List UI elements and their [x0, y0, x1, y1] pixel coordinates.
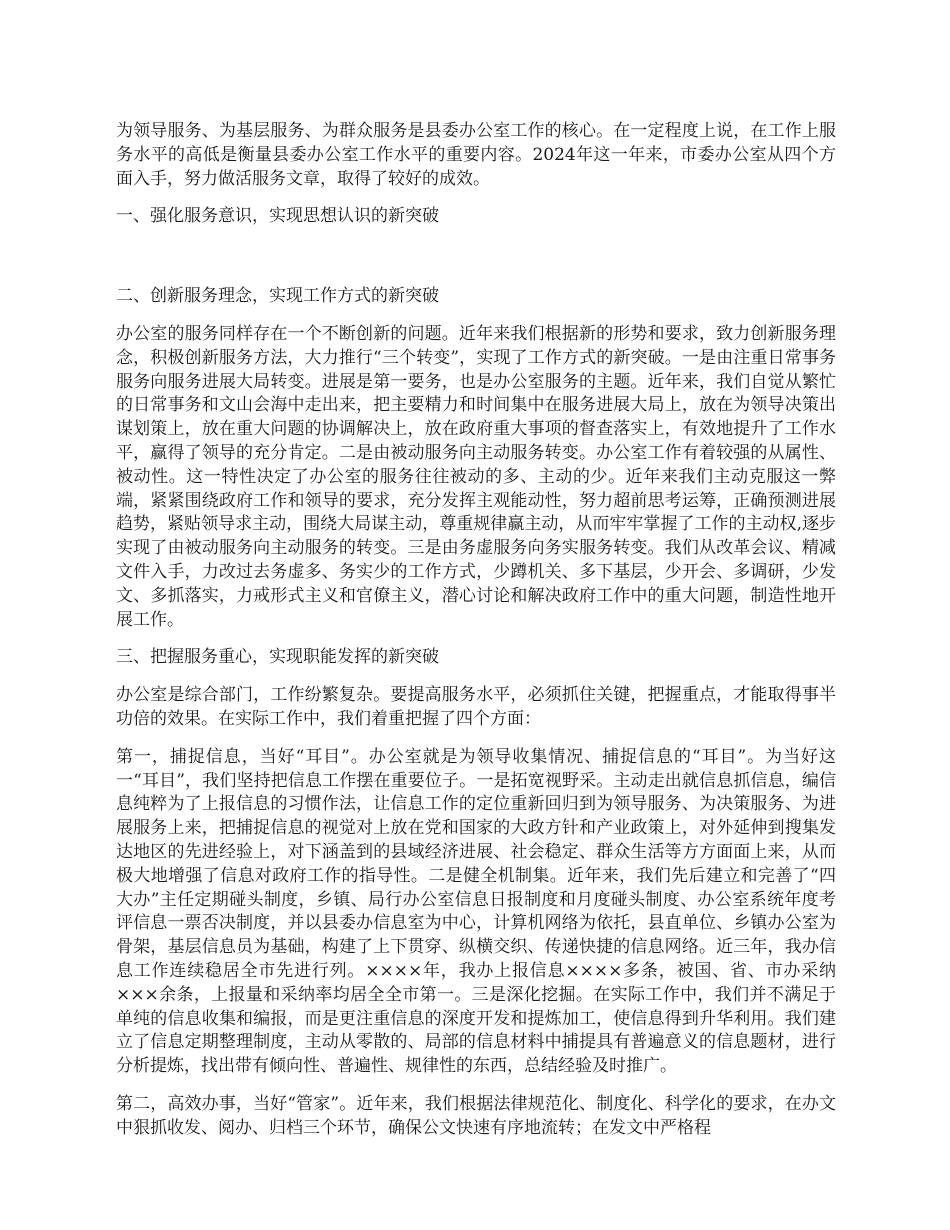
section-heading-2: 二、创新服务理念，实现工作方式的新突破	[116, 286, 439, 307]
section-3-point-1-paragraph: 第一，捕捉信息，当好“耳目”。办公室就是为领导收集情况、捕捉信息的“耳目”。为当好这一“耳目”，我们坚持把信息工作摆在重要位子。一是拓宽视野采。主动走出就信息抓信息，编信息纯粹为了上报信息的习惯作法，让信息工作的定位重新回归到为领导服务、为决策服务、为进展服务上来，把捕捉信息的视觉对上放在党和国家的大政方针和产业政策上，对外延伸到搜集发达地区的先进经验上，对下涵盖到的县域经济进展、社会稳定、群众生活等方方面面上来，从而极大地增强了信息对政府工作的指导性。二是健全机制集。近年来，我们先后建立和完善了“四大办”主任定期碰头制度，乡镇、局行办公室信息日报制度和月度碰头制度、办公室系统年度考评信息一票否决制度，并以县委办信息室为中心，计算机网络为依托，县直单位、乡镇办公室为骨架，基层信息员为基础，构建了上下贯穿、纵横交织、传递快捷的信息网络。近三年，我办信息工作连续稳居全市先进行列。××××年，我办上报信息××××多条，被国、省、市办采纳×××余条，上报量和采纳率均居全全市第一。三是深化挖掘。在实际工作中，我们并不满足于单纯的信息收集和编报，而是更注重信息的深度开发和提炼加工，使信息得到升华利用。我们建立了信息定期整理制度，主动从零散的、局部的信息材料中捕提具有普遍意义的信息题材，进行分析提炼，找出带有倾向性、普遍性、规律性的东西，总结经验及时推广。	[116, 746, 836, 1077]
intro-paragraph: 为领导服务、为基层服务、为群众服务是县委办公室工作的核心。在一定程度上说，在工作上服务水平的高低是衡量县委办公室工作水平的重要内容。2024年这一年来，市委办公室从四个方面入手，努力做活服务文章，取得了较好的成效。	[116, 121, 836, 189]
section-heading-3: 三、把握服务重心，实现职能发挥的新突破	[116, 647, 439, 668]
section-3-point-2-paragraph: 第二，高效办事，当好“管家”。近年来，我们根据法律规范化、制度化、科学化的要求，在办文中狠抓收发、阅办、归档三个环节，确保公文快速有序地流转；在发文中严格程	[116, 1093, 836, 1138]
section-3-intro-paragraph: 办公室是综合部门，工作纷繁复杂。要提高服务水平，必须抓住关键，把握重点，才能取得事半功倍的效果。在实际工作中，我们着重把握了四个方面：	[116, 685, 836, 729]
document-page	[116, 120, 836, 1154]
section-heading-1: 一、强化服务意识，实现思想认识的新突破	[116, 206, 439, 227]
section-2-paragraph: 办公室的服务同样存在一个不断创新的问题。近年来我们根据新的形势和要求，致力创新服务理念，积极创新服务方法，大力推行“三个转变”，实现了工作方式的新突破。一是由注重日常事务服务向服务进展大局转变。进展是第一要务，也是办公室服务的主题。近年来，我们自觉从繁忙的日常事务和文山会海中走出来，把主要精力和时间集中在服务进展大局上，放在为领导决策出谋划策上，放在重大问题的协调解决上，放在政府重大事项的督查落实上，有效地提升了工作水平，赢得了领导的充分肯定。二是由被动服务向主动服务转变。办公室工作有着较强的从属性、被动性。这一特性决定了办公室的服务往往被动的多、主动的少。近年来我们主动克服这一弊端，紧紧围绕政府工作和领导的要求，充分发挥主观能动性，努力超前思考运筹，正确预测进展趋势，紧贴领导求主动，围绕大局谋主动，尊重规律赢主动，从而牢牢掌握了工作的主动权,逐步实现了由被动服务向主动服务的转变。三是由务虚服务向务实服务转变。我们从改革会议、精减文件入手，力改过去务虚多、务实少的工作方式，少蹲机关、多下基层，少开会、多调研，少发文、多抓落实，力戒形式主义和官僚主义，潜心讨论和解决政府工作中的重大问题，制造性地开展工作。	[116, 323, 836, 630]
